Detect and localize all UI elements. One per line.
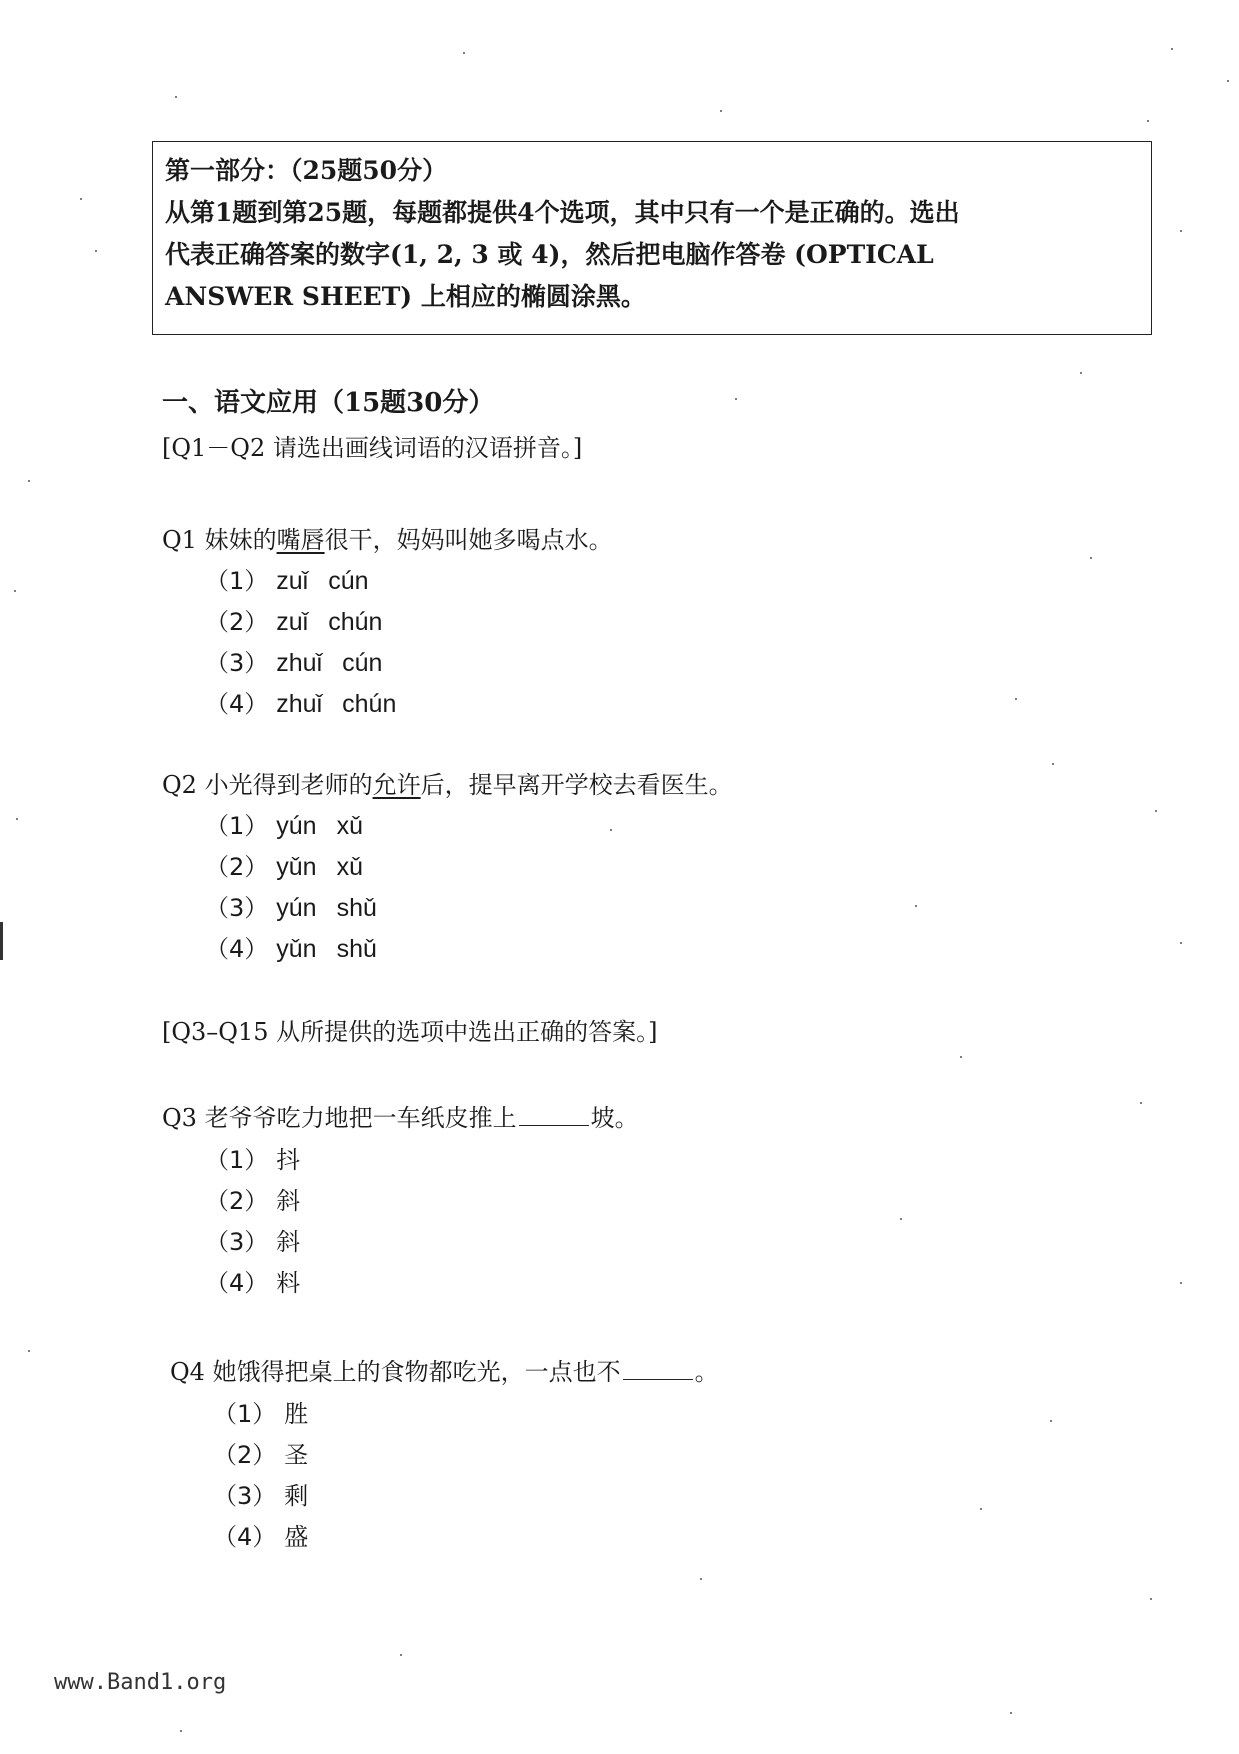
pinyin-a: yún [276, 894, 317, 922]
option-number: （4） [205, 690, 269, 718]
option-number: （3） [213, 1482, 277, 1510]
q2-option-1 [205, 806, 363, 841]
pinyin-b: xǔ [336, 812, 363, 840]
pinyin-b: xǔ [336, 853, 363, 881]
pinyin-b: cún [328, 567, 369, 595]
option-number: （2） [205, 1187, 269, 1215]
q3-option-4 [205, 1263, 300, 1298]
pinyin-b: chún [328, 608, 383, 636]
q4-option-1 [213, 1394, 308, 1429]
pinyin-a: zhuǐ [276, 649, 323, 677]
q3-suffix: 坡。 [590, 1104, 639, 1132]
q1-prefix: Q1 妹妹的 [162, 526, 277, 554]
q4-prefix: Q4 她饿得把桌上的食物都吃光，一点也不 [170, 1358, 621, 1386]
pinyin-a: yǔn [276, 853, 317, 881]
answer-blank [623, 1357, 693, 1380]
q1-option-3 [205, 643, 382, 678]
q2-option-2 [205, 847, 363, 882]
option-number: （4） [205, 1269, 269, 1297]
q3-option-2 [205, 1181, 300, 1216]
option-text: 料 [276, 1269, 301, 1297]
section-title: 一、语文应用（15题30分） [162, 388, 495, 418]
instructions-text-1: 从第1题到第25题，每题都提供4个选项，其中只有一个是正确的。选出 [165, 198, 960, 227]
option-number: （3） [205, 894, 269, 922]
pinyin-a: zhuǐ [276, 690, 323, 718]
q1-option-1 [205, 561, 369, 596]
option-text: 盛 [284, 1523, 309, 1551]
option-number: （1） [205, 567, 269, 595]
option-number: （3） [205, 649, 269, 677]
option-number: （1） [213, 1400, 277, 1428]
option-number: （3） [205, 1228, 269, 1256]
question-q4 [170, 1352, 719, 1387]
footer-website: www.Band1.org [54, 1670, 227, 1695]
option-text: 圣 [284, 1441, 309, 1469]
pinyin-b: shǔ [336, 894, 377, 922]
q4-option-4 [213, 1517, 308, 1552]
q2-prefix: Q2 小光得到老师的 [162, 771, 373, 799]
instructions-heading: 第一部分：（25题50分） [165, 156, 448, 185]
q3-prefix: Q3 老爷爷吃力地把一车纸皮推上 [162, 1104, 517, 1132]
q1-option-4 [205, 684, 396, 719]
q2-option-3 [205, 888, 377, 923]
option-number: （1） [205, 812, 269, 840]
q3-option-3 [205, 1222, 300, 1257]
section-note-q3-q15: [Q3–Q15 从所提供的选项中选出正确的答案。] [162, 1018, 658, 1046]
q3-option-1 [205, 1140, 300, 1175]
option-text: 抖 [276, 1146, 301, 1174]
answer-blank [519, 1103, 589, 1126]
pinyin-b: cún [342, 649, 383, 677]
pinyin-a: zuǐ [276, 567, 309, 595]
q4-option-2 [213, 1435, 308, 1470]
option-number: （1） [205, 1146, 269, 1174]
q1-option-2 [205, 602, 382, 637]
q4-option-3 [213, 1476, 308, 1511]
q1-underlined-word: 嘴唇 [276, 526, 325, 554]
q1-suffix: 很干，妈妈叫她多喝点水。 [324, 526, 613, 554]
q4-suffix: 。 [694, 1358, 719, 1386]
option-number: （2） [205, 853, 269, 881]
pinyin-b: shǔ [336, 935, 377, 963]
section-note-q1-q2: [Q1－Q2 请选出画线词语的汉语拼音。] [162, 434, 583, 462]
question-q3 [162, 1098, 639, 1133]
q2-suffix: 后，提早离开学校去看医生。 [420, 771, 733, 799]
option-number: （4） [213, 1523, 277, 1551]
option-number: （4） [205, 935, 269, 963]
option-text: 胜 [284, 1400, 309, 1428]
option-number: （2） [205, 608, 269, 636]
scan-edge-mark [0, 922, 3, 960]
option-text: 斜 [276, 1228, 301, 1256]
pinyin-a: zuǐ [276, 608, 309, 636]
pinyin-b: chún [342, 690, 397, 718]
question-q1 [162, 520, 613, 555]
q2-underlined-word: 允许 [372, 771, 421, 799]
pinyin-a: yǔn [276, 935, 317, 963]
instructions-box [152, 141, 1152, 335]
option-text: 斜 [276, 1187, 301, 1215]
pinyin-a: yún [276, 812, 317, 840]
instructions-text-2: 代表正确答案的数字(1, 2, 3 或 4)，然后把电脑作答卷 (OPTICAL [165, 240, 934, 269]
option-text: 剩 [284, 1482, 309, 1510]
option-number: （2） [213, 1441, 277, 1469]
instructions-text-3: ANSWER SHEET) 上相应的椭圆涂黑。 [165, 282, 646, 311]
question-q2 [162, 765, 733, 800]
q2-option-4 [205, 929, 377, 964]
